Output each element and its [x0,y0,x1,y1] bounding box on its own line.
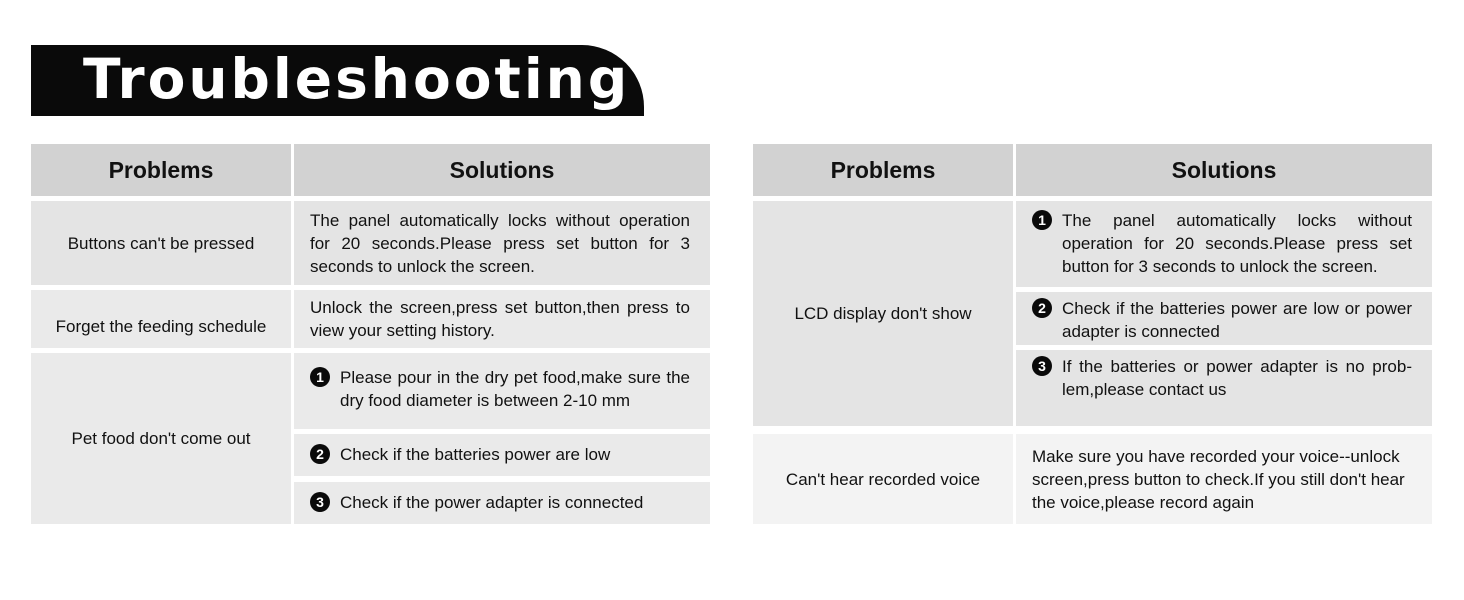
solution-cant-hear-recorded-voice [1016,434,1432,524]
problem-lcd-display-dont-show: LCD display don't show [753,201,1013,426]
step-number-badge: 1 [310,367,330,387]
solution-step-2 [1016,292,1432,345]
step-number-badge: 3 [1032,356,1052,376]
solution-step-3 [294,482,710,524]
solution-text: Make sure you have recorded your voice--unlock screen,press button to check.If you still don't hear the voice,please record again [1032,446,1405,512]
problem-forget-feeding-schedule: Forget the feeding schedule [31,290,291,348]
step-text: Check if the batteries power are low [340,445,611,464]
solution-buttons-cant-be-pressed [294,201,710,285]
step-number-badge: 2 [1032,298,1052,318]
solution-text: The panel automatically locks without operation for 20 seconds.Please press set button for 3 seconds to unlock the screen. [310,210,690,276]
solution-step-3 [1016,350,1432,426]
solution-step-1 [1016,201,1432,287]
step-text: Please pour in the dry pet food,make sure the dry food diameter is between 2-10 mm [340,368,690,410]
left-header-solutions: Solutions [294,144,710,196]
step-text: If the batteries or power adapter is no prob-lem,please contact us [1062,357,1412,399]
step-text: Check if the power adapter is connected [340,493,644,512]
step-text: The panel automatically locks without operation for 20 seconds.Please press set button for 3 seconds to unlock the screen. [1062,211,1412,276]
step-text: Check if the batteries power are low or power adapter is connected [1062,299,1412,341]
problem-pet-food-dont-come-out: Pet food don't come out [31,353,291,524]
step-number-badge: 3 [310,492,330,512]
left-header-problems: Problems [31,144,291,196]
right-header-problems: Problems [753,144,1013,196]
solution-step-2 [294,434,710,476]
problem-cant-hear-recorded-voice: Can't hear recorded voice [753,434,1013,524]
step-number-badge: 2 [310,444,330,464]
problem-buttons-cant-be-pressed: Buttons can't be pressed [31,201,291,285]
step-number-badge: 1 [1032,210,1052,230]
title-banner [31,45,644,116]
solution-step-1 [294,353,710,429]
right-header-solutions: Solutions [1016,144,1432,196]
page-title: Troubleshooting [83,47,631,111]
solution-text: Unlock the screen,press set button,then press to view your setting history. [310,298,690,340]
solution-forget-feeding-schedule [294,290,710,348]
